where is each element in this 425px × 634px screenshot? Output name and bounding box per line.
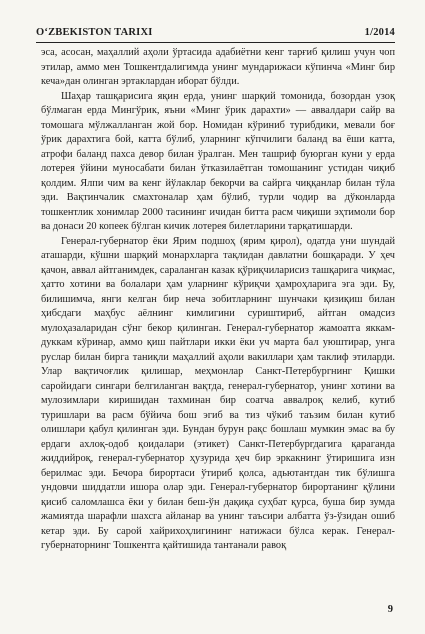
paragraph-2: Шаҳар ташқарисига яқин ерда, унинг шарқий томонида, бозордан узоқ бўлмаган ерда Мингўрик, яъни «Минг ўрик дарахти» — аввалдари сайр ва томошага мўлжалланган жой бор. Номидан кўриниб турибдики, мевали боғ ўрик дарахтига бой, катта бўлиб, уларнинг кўпчилиги баланд ва ёши катта, атрофи баланд пахса девор билан ўралган. Мен ташриф буюрган куни у ерда лотерея ўйини муносабати билан ўтказилаётган томошанинг устидан чиқиб қолдим. Ялпи чим ва кенг йўлаклар бекорчи ва сайрга чиққанлар билан тўла эди. Вақтинчалик смахтоналар ҳам бўлиб, турли чодир ва дўконларда тошкентлик хонимлар 2000 тасининг ичидан битта расм чиқиши эҳтимоли бор ва донаси 20 копеек бўлган кичик лотерея билетларини тарқатишарди. [41, 90, 395, 232]
paragraph-3: Генерал-губернатор ёки Ярим подшоҳ (ярим қирол), одатда уни шундай аташарди, кўшни шарқий монархларга тақлидан давлатни бошқаради. У ҳеч қачон, аввал айтганимдек, сараланган казак қўриқчиларисиз ташқарига чиқмас, ҳатто хотини ва болалари ҳам уларнинг кўриқчи ҳамроҳларига эга эди. Бу, билишимча, янги келган бир неча зобитларнинг шунчаки қизиқиш билан ҳибсдаги маҳбус аёлнинг кимлигини суриштириб, айтган омадсиз мулоҳазаларидан сўнг бекор қилинган. Генерал-губернатор жамоатга яккам-дуккам кўринар, аммо қиш пайтлари икки ёки уч марта бал уюштирар, унга руслар билан бирга таниқли маҳаллий аҳоли вакиллари ҳам таклиф этиларди. Улар вақтичоғлик қилишар, меҳмонлар Санкт-Петербургнинг Қишки саройидаги сингари белгиланган вақтда, генерал-губернатор, унинг хотини ва мулозимлари киришидан тахминан бир соатча аввалроқ келиб, кутиб туришлари ва расм бўйича бош эгиб ва тиз чўкиб таъзим билан кутиб олишлари қабул қилинган эди. Бундан бурун рақс бошлаш мумкин эмас ва бу ердаги ахлоқ-одоб қоидалари (этикет) Санкт-Петербургдагига қараганда жиддийроқ, генерал-губернатор ҳузурида ҳеч бир эркакнинг ўтиришига изн берилмас эди. Бечора бирортаси ўтириб қолса, адьютантдан тик бўлишга ундовчи шиддатли ишора олар эди. Генерал-губернатор бирортанинг қўлини қисиб саломлашса ёки у билан беш-ўн дақиқа суҳбат қурса, буша бир зумда жамиятда шарафли шахсга айланар ва унинг таъсири албатта ўз-ўзидан ошиб кетар эди. Бу сарой хайрихоҳлигининг натижаси бўлса керак. Генерал-губернаторнинг Тошкентга қайтишида тантанали равоқ [41, 235, 395, 551]
page-number: 9 [387, 604, 393, 615]
issue-number: 1/2014 [364, 27, 395, 38]
article-body [41, 46, 395, 554]
journal-title: O‘ZBEKISTON TARIXI [36, 27, 153, 38]
paragraph-1: эса, асосан, маҳаллий аҳоли ўртасида адабиётни кенг тарғиб қилиш учун чоп этилар, аммо мен Тошкентдалигимда унинг мундарижаси кўпинча «Минг бир кеча»дан олинган эртаклардан иборат бўлди. [41, 47, 395, 87]
running-header [36, 27, 395, 43]
header-rule [36, 42, 395, 43]
